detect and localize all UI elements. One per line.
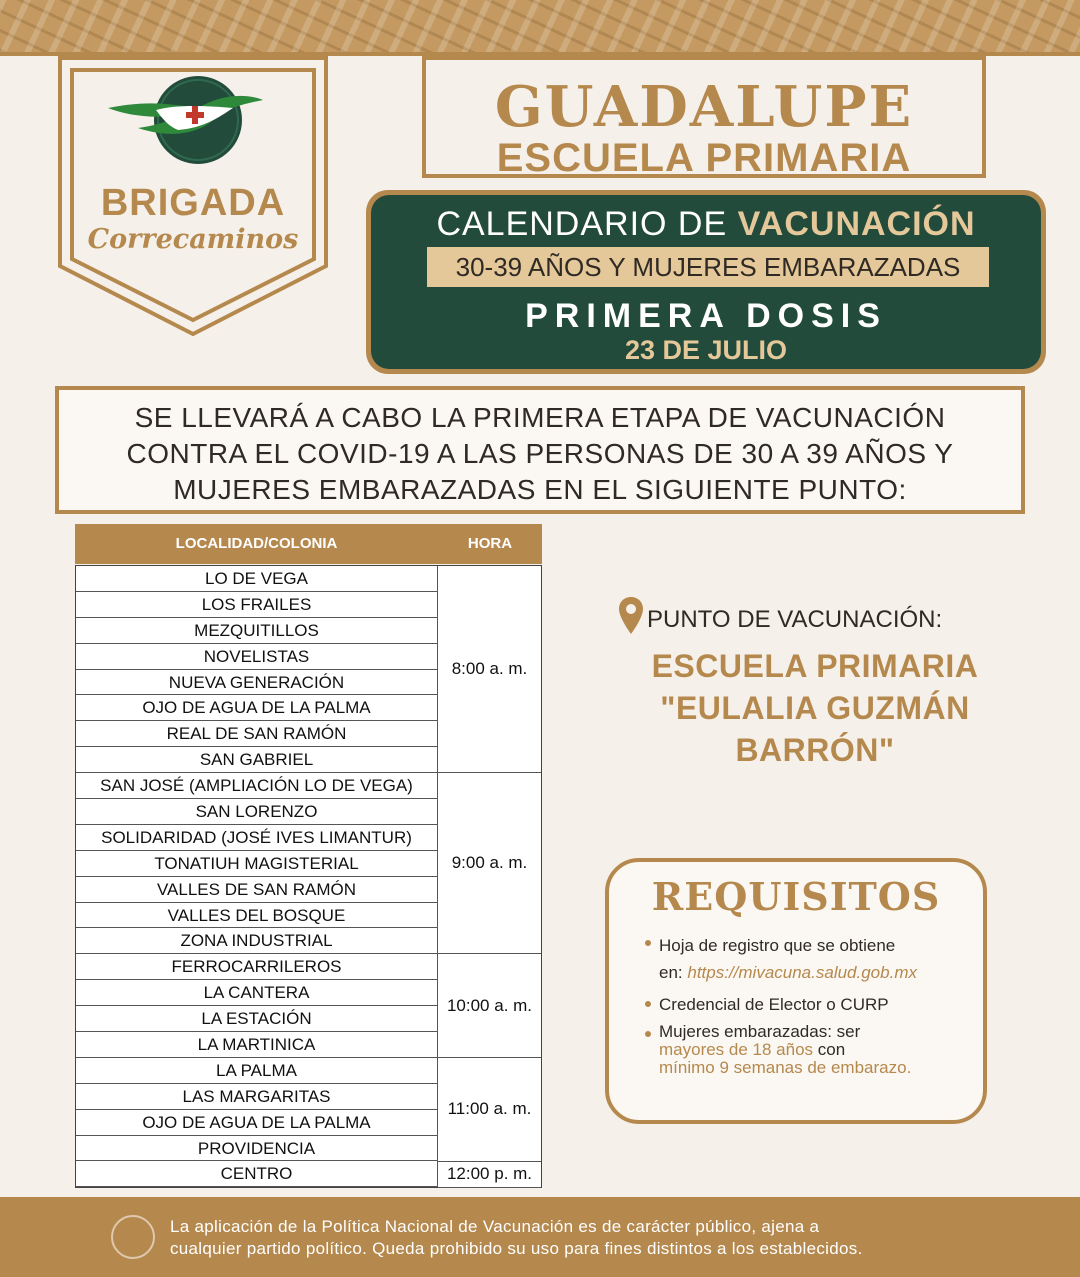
hour-cell: 9:00 a. m. bbox=[438, 773, 541, 954]
header-locality: LOCALIDAD/COLONIA bbox=[175, 535, 338, 552]
announcement-box bbox=[55, 386, 1025, 514]
table-row: LA CANTERA bbox=[76, 980, 438, 1006]
table-row: NOVELISTAS bbox=[76, 644, 438, 670]
title-box bbox=[422, 56, 986, 178]
table-row: SOLIDARIDAD (JOSÉ IVES LIMANTUR) bbox=[76, 825, 438, 851]
announcement-line: MUJERES EMBARAZADAS EN EL SIGUIENTE PUNTO: bbox=[173, 474, 907, 505]
requirement-item bbox=[645, 1023, 975, 1077]
table-row: MEZQUITILLOS bbox=[76, 618, 438, 644]
hour-cell: 8:00 a. m. bbox=[438, 566, 541, 773]
table-row: SAN GABRIEL bbox=[76, 747, 438, 773]
table-row: NUEVA GENERACIÓN bbox=[76, 670, 438, 696]
table-row: VALLES DE SAN RAMÓN bbox=[76, 877, 438, 903]
calendar-heading-prefix: CALENDARIO DE bbox=[436, 205, 738, 243]
site-name-line: "EULALIA GUZMÁN bbox=[660, 690, 970, 726]
hour-cell: 10:00 a. m. bbox=[438, 955, 541, 1059]
requirement-text: con bbox=[813, 1040, 846, 1059]
hour-cell: 11:00 a. m. bbox=[438, 1058, 541, 1162]
table-row: CENTRO bbox=[76, 1161, 438, 1187]
disclaimer-line: La aplicación de la Política Nacional de Vacunación es de carácter público, ajena a bbox=[170, 1217, 820, 1236]
announcement-line: SE LLEVARÁ A CABO LA PRIMERA ETAPA DE VACUNACIÓN bbox=[134, 402, 946, 433]
table-row: LA ESTACIÓN bbox=[76, 1006, 438, 1032]
requirement-text: Mujeres embarazadas: ser bbox=[659, 1022, 861, 1041]
requirement-text: en: bbox=[659, 963, 688, 982]
table-row: ZONA INDUSTRIAL bbox=[76, 928, 438, 954]
location-pin-icon bbox=[618, 596, 644, 636]
table-row: SAN JOSÉ (AMPLIACIÓN LO DE VEGA) bbox=[76, 773, 438, 799]
correcaminos-subtitle: Correcaminos bbox=[87, 224, 299, 255]
site-name-line: BARRÓN" bbox=[735, 732, 895, 768]
registration-link[interactable]: https://mivacuna.salud.gob.mx bbox=[687, 963, 917, 982]
requirement-text: Credencial de Elector o CURP bbox=[659, 995, 889, 1014]
national-seal-icon bbox=[111, 1215, 155, 1259]
table-row: LAS MARGARITAS bbox=[76, 1084, 438, 1110]
requirements-box bbox=[605, 858, 987, 1124]
table-row: OJO DE AGUA DE LA PALMA bbox=[76, 695, 438, 721]
table-row: LA MARTINICA bbox=[76, 1032, 438, 1058]
disclaimer-line: cualquier partido político. Queda prohibido su uso para fines distintos a los establecidos. bbox=[170, 1239, 863, 1258]
table-row: VALLES DEL BOSQUE bbox=[76, 903, 438, 929]
table-header bbox=[75, 524, 542, 564]
vaccination-site-name bbox=[600, 645, 1030, 771]
table-body bbox=[75, 565, 542, 1188]
schedule-table bbox=[75, 524, 542, 1188]
brigada-title: BRIGADA bbox=[100, 182, 286, 224]
requirement-item bbox=[645, 932, 975, 986]
vaccination-date: 23 DE JULIO bbox=[624, 335, 788, 365]
table-row: TONATIUH MAGISTERIAL bbox=[76, 851, 438, 877]
calendar-heading-bold: VACUNACIÓN bbox=[737, 205, 976, 243]
table-row: PROVIDENCIA bbox=[76, 1136, 438, 1162]
footer-disclaimer bbox=[170, 1216, 1050, 1260]
table-row: LO DE VEGA bbox=[76, 566, 438, 592]
table-row: FERROCARRILEROS bbox=[76, 954, 438, 980]
table-row: LOS FRAILES bbox=[76, 592, 438, 618]
municipality-title: GUADALUPE bbox=[494, 74, 914, 140]
requirement-item bbox=[645, 993, 975, 1017]
table-row: LA PALMA bbox=[76, 1058, 438, 1084]
decorative-top-band bbox=[0, 0, 1080, 52]
vaccination-point-label: PUNTO DE VACUNACIÓN: bbox=[647, 606, 943, 633]
calendar-heading bbox=[371, 205, 1041, 244]
table-row: OJO DE AGUA DE LA PALMA bbox=[76, 1110, 438, 1136]
table-row: REAL DE SAN RAMÓN bbox=[76, 721, 438, 747]
school-type-title: ESCUELA PRIMARIA bbox=[496, 136, 912, 180]
dose-label: PRIMERA DOSIS bbox=[525, 297, 887, 335]
announcement-line: CONTRA EL COVID-19 A LAS PERSONAS DE 30 A 39 AÑOS Y bbox=[126, 438, 954, 469]
requirements-list bbox=[645, 932, 975, 1077]
requirement-highlight: mayores de 18 años bbox=[659, 1040, 814, 1059]
requirements-title: REQUISITOS bbox=[651, 874, 941, 919]
age-group-band: 30-39 AÑOS Y MUJERES EMBARAZADAS bbox=[427, 247, 989, 287]
brigada-badge bbox=[58, 56, 328, 336]
site-name-line: ESCUELA PRIMARIA bbox=[651, 648, 979, 684]
header-hour: HORA bbox=[467, 535, 513, 552]
requirement-text: Hoja de registro que se obtiene bbox=[659, 936, 896, 955]
hour-cell: 12:00 p. m. bbox=[438, 1162, 541, 1188]
requirement-highlight: mínimo 9 semanas de embarazo. bbox=[659, 1058, 912, 1077]
calendar-box bbox=[366, 190, 1046, 374]
table-row: SAN LORENZO bbox=[76, 799, 438, 825]
